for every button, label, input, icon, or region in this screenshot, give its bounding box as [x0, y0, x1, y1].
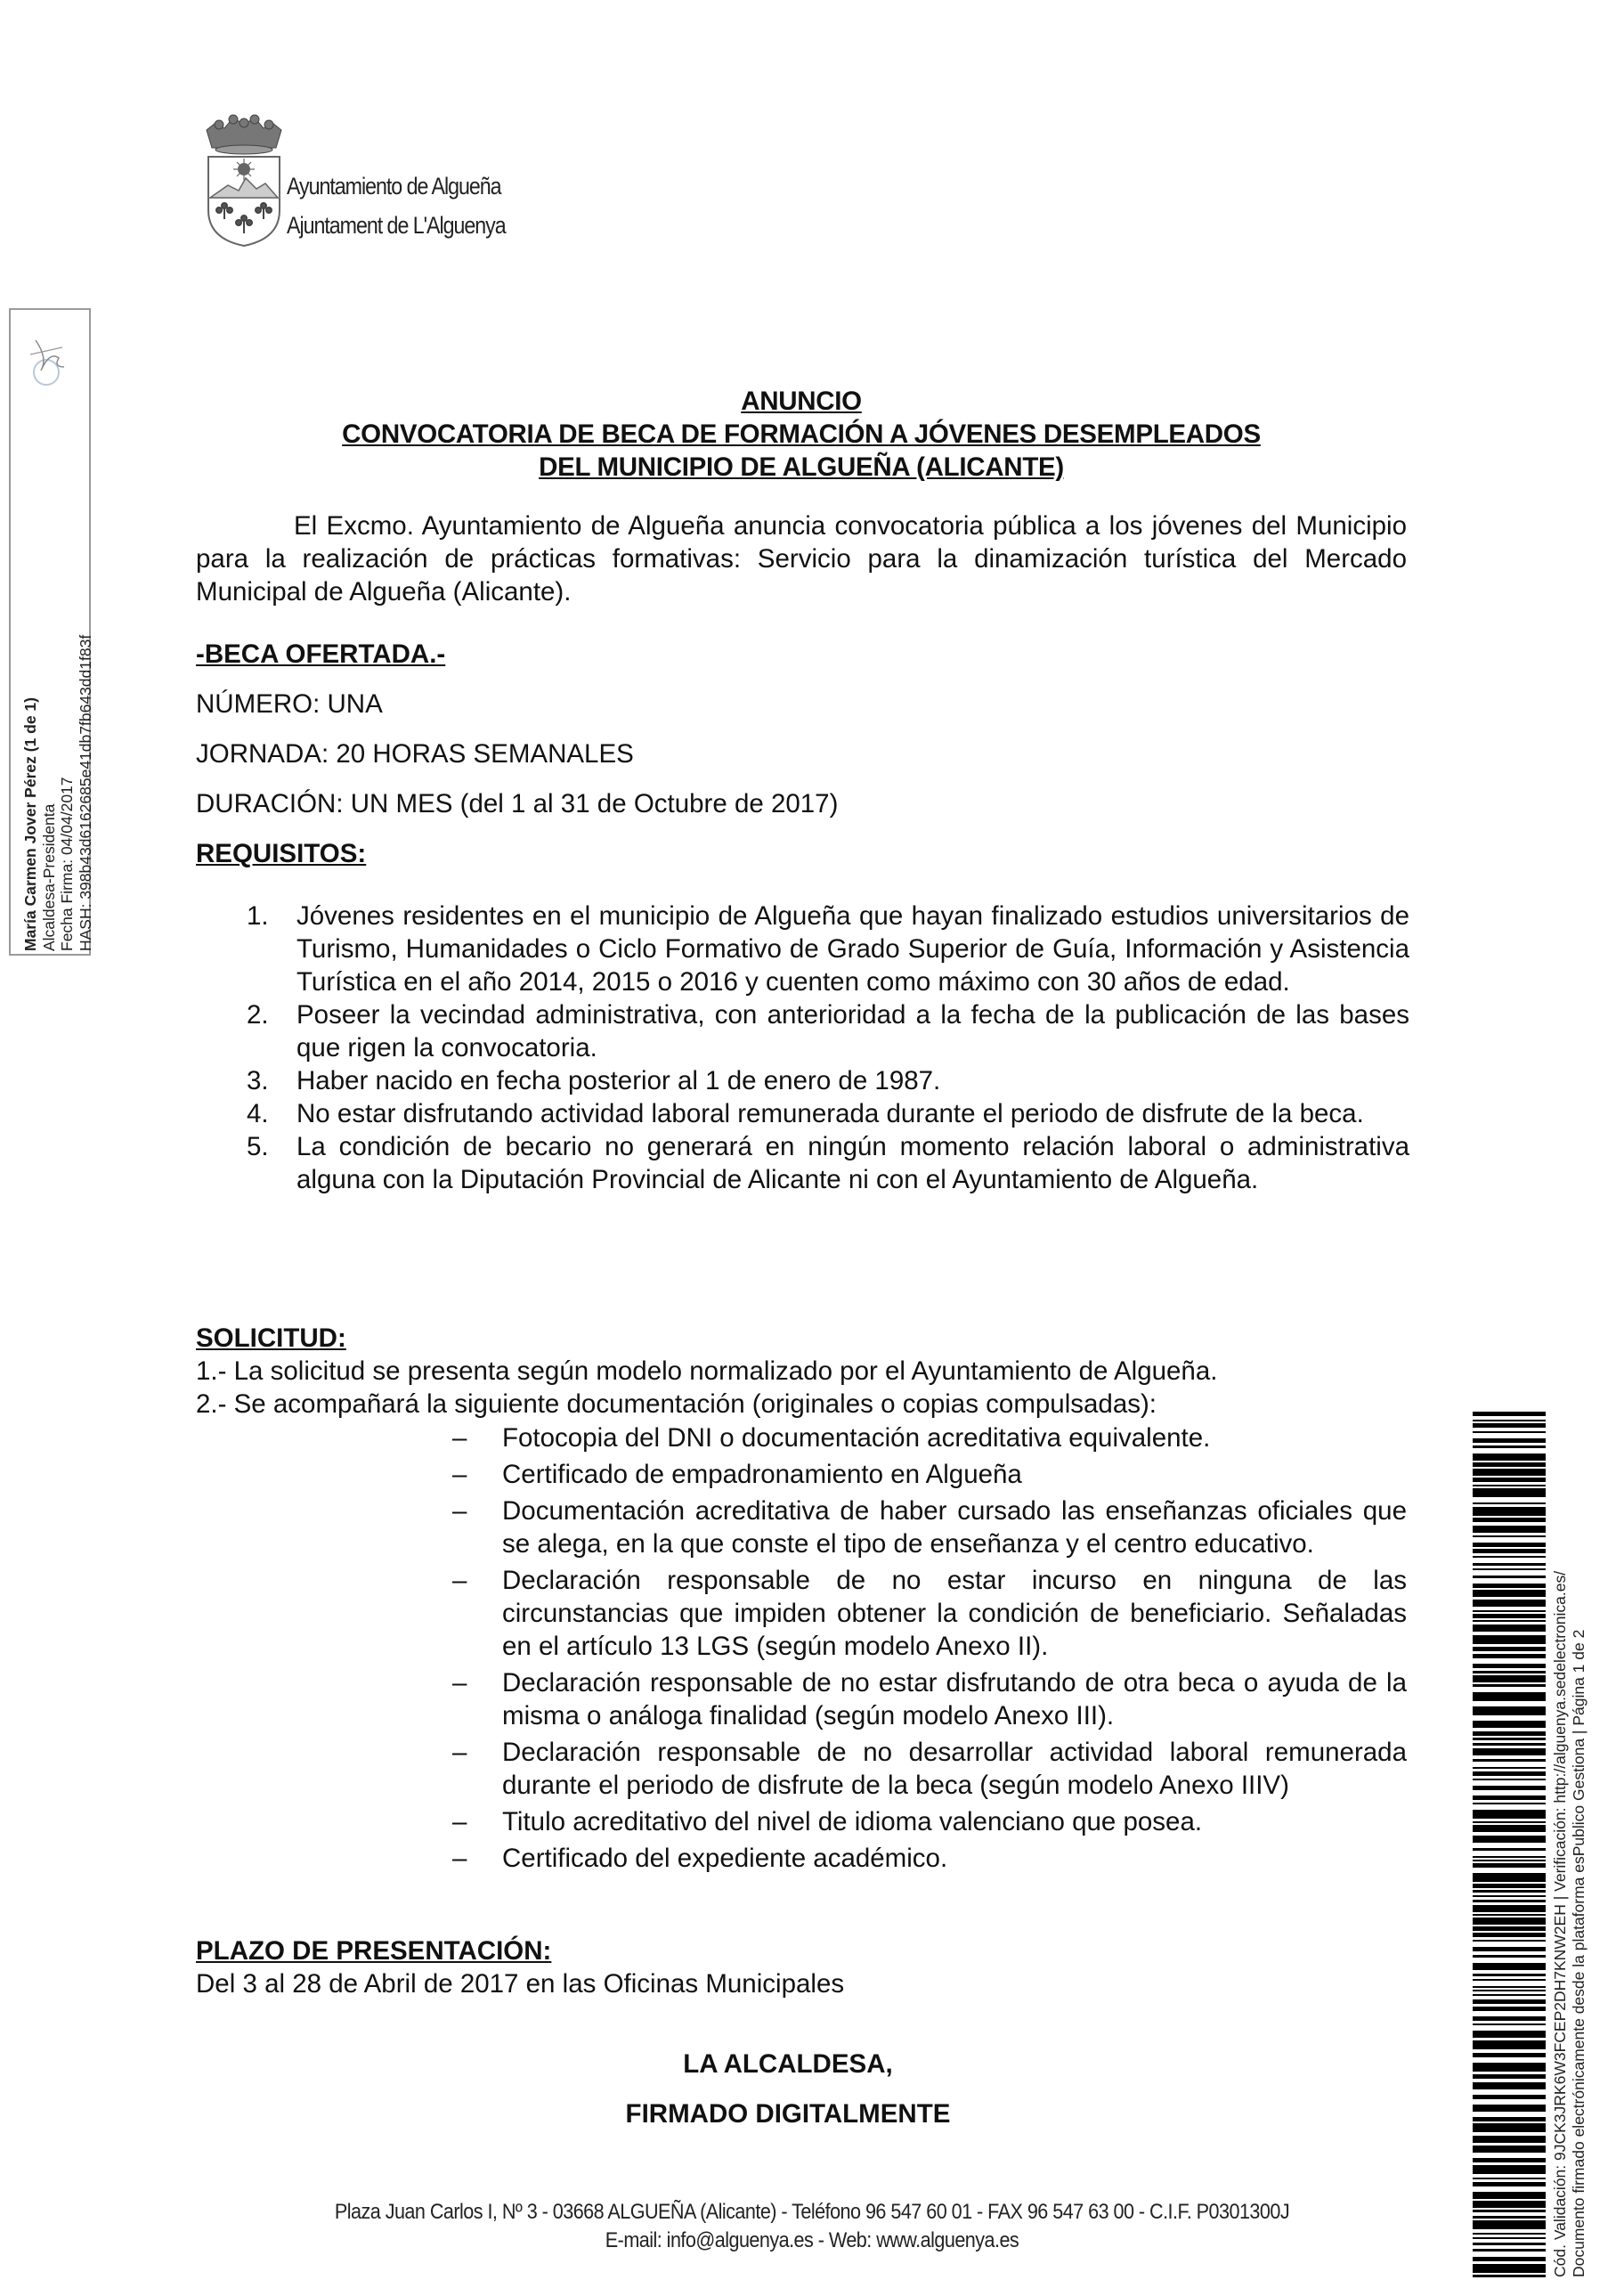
footer-contact: E-mail: info@alguenya.es - Web: www.alguenya.es: [605, 2228, 1019, 2252]
dash-bullet: –: [452, 1496, 467, 1526]
barcode-bar: [1473, 2178, 1546, 2179]
title-municipio: DEL MUNICIPIO DE ALGUEÑA (ALICANTE): [539, 452, 1064, 482]
coat-of-arms-icon: [201, 114, 287, 248]
logo-text-spanish: Ayuntamiento de Algueña: [287, 173, 501, 200]
barcode-bar: [1473, 1584, 1546, 1588]
barcode-bar: [1473, 1620, 1546, 1622]
barcode-bar: [1473, 1890, 1546, 1893]
dash-bullet: –: [452, 1423, 467, 1453]
barcode-bar: [1473, 1863, 1546, 1868]
barcode-bar: [1473, 1485, 1546, 1486]
barcode-bar: [1473, 1963, 1546, 1970]
requisito-number: 2.: [247, 1000, 269, 1030]
signature-hash: HASH: 398b43d6162685e41db7fb643dd1f83f: [76, 634, 94, 951]
barcode-bar: [1473, 1743, 1546, 1746]
barcode-bar: [1473, 1610, 1546, 1612]
barcode-bar: [1473, 1684, 1546, 1687]
barcode-bar: [1473, 1947, 1546, 1951]
barcode-bar: [1473, 1986, 1546, 1988]
barcode-bar: [1473, 1767, 1546, 1769]
firma-digital: FIRMADO DIGITALMENTE: [625, 2099, 951, 2129]
barcode-bar: [1473, 2063, 1546, 2072]
barcode-bar: [1473, 1990, 1546, 1991]
barcode-bar: [1473, 2220, 1546, 2229]
barcode-bar: [1473, 1999, 1546, 2004]
signature-block: [499, 2040, 1077, 2139]
beca-heading: -BECA OFERTADA.-: [196, 639, 446, 669]
barcode-bar: [1473, 1803, 1546, 1804]
documentation-item: [452, 1805, 1407, 1838]
barcode-bar: [1473, 1860, 1546, 1861]
barcode-bar: [1473, 1692, 1546, 1701]
barcode-bar: [1473, 2040, 1546, 2049]
barcode-bar: [1473, 1974, 1546, 1976]
solicitud-line-1: 1.- La solicitud se presenta según modelo normalizado por el Ayuntamiento de Algueña.: [196, 1356, 1218, 1386]
plazo-heading: PLAZO DE PRESENTACIÓN:: [196, 1936, 552, 1966]
barcode-bar: [1473, 2123, 1546, 2132]
title-anuncio: ANUNCIO: [741, 387, 862, 416]
barcode-bar: [1473, 2237, 1546, 2239]
barcode-bar: [1473, 1955, 1546, 1958]
barcode-bar: [1473, 1664, 1546, 1668]
signer-role: Alcaldesa-Presidenta: [39, 803, 58, 951]
barcode-bar: [1473, 1469, 1546, 1476]
intro-paragraph: El Excmo. Ayuntamiento de Algueña anuncia convocatoria pública a los jóvenes del Municipio para la realización de prácticas formativas: Servicio para la dinamización turística del Mercado Municipal de Algueña (Alicante).: [196, 511, 1407, 607]
barcode-bar: [1473, 1445, 1546, 1448]
dash-bullet: –: [452, 1844, 467, 1873]
documentation-text: Certificado del expediente académico.: [502, 1844, 948, 1873]
requisito-text: Poseer la vecindad administrativa, con anterioridad a la fecha de la publicación de las bases que rigen la convocatoria.: [296, 1000, 1409, 1063]
page-footer: [0, 2198, 1624, 2255]
barcode-bar: [1473, 1900, 1546, 1902]
requisito-text: No estar disfrutando actividad laboral remunerada durante el periodo de disfrute de la beca.: [296, 1099, 1364, 1128]
barcode-bar: [1473, 2158, 1546, 2162]
barcode-bar: [1473, 2216, 1546, 2219]
validation-code: Cód. Validación: 9JCK3JRK6W3FCEP2DH7KNW2EH | Verificación: http://alguenya.sedelectronica.es/: [1551, 1570, 1569, 2277]
barcode-bar: [1473, 1759, 1546, 1762]
barcode-bar: [1473, 2031, 1546, 2038]
municipal-logo: [201, 114, 506, 256]
barcode-bar: [1473, 1647, 1546, 1651]
requisito-item: [247, 900, 1409, 998]
requisito-item: [247, 1130, 1409, 1196]
barcode-bar: [1473, 1821, 1546, 1823]
barcode-bar: [1473, 1731, 1546, 1736]
barcode-bar: [1473, 1423, 1546, 1428]
barcode-bar: [1473, 2275, 1546, 2277]
barcode-bar: [1473, 1635, 1546, 1644]
barcode-bar: [1473, 1825, 1546, 1832]
requisito-text: Jóvenes residentes en el municipio de Algueña que hayan finalizado estudios universitarios de Turismo, Humanidades o Ciclo Formativo de Grado Superior de Guía, Información y Asistencia Turística en el año 2014, 2015 o 2016 y cuenten como máximo con 30 años de edad.: [296, 901, 1409, 997]
barcode-bar: [1473, 2201, 1546, 2208]
barcode-bar: [1473, 1675, 1546, 1682]
barcode-bar: [1473, 1654, 1546, 1658]
barcode-bar: [1473, 2095, 1546, 2099]
footer-address: Plaza Juan Carlos I, Nº 3 - 03668 ALGUEÑA (Alicante) - Teléfono 96 547 60 01 - FAX 96 547 63 00 - C.I.F. P0301300J: [334, 2200, 1290, 2224]
requisito-text: La condición de becario no generará en ningún momento relación laboral o administrativa alguna con la Diputación Provincial de Alicante ni con el Ayuntamiento de Algueña.: [296, 1132, 1409, 1194]
barcode-bar: [1473, 2257, 1546, 2261]
documentation-text: Fotocopia del DNI o documentación acreditativa equivalente.: [502, 1423, 1211, 1453]
sign-date: Fecha Firma: 04/04/2017: [58, 777, 76, 951]
barcode-bar: [1473, 1549, 1546, 1553]
barcode-bar: [1473, 1488, 1546, 1497]
barcode-bar: [1473, 1431, 1546, 1433]
barcode-bar: [1473, 1543, 1546, 1547]
title-convocatoria: CONVOCATORIA DE BECA DE FORMACIÓN A JÓVENES DESEMPLEADOS: [342, 419, 1261, 449]
requisito-number: 4.: [247, 1099, 269, 1128]
barcode-bar: [1473, 1535, 1546, 1537]
document-title: [196, 385, 1407, 484]
signer-name: María Carmen Jover Pérez (1 de 1): [21, 697, 39, 951]
barcode-bar: [1473, 2243, 1546, 2245]
barcode-bar: [1473, 1590, 1546, 1597]
barcode-bar: [1473, 1940, 1546, 1942]
barcode-bar: [1473, 2249, 1546, 2252]
barcode-bar: [1473, 1624, 1546, 1632]
barcode-bar: [1473, 1848, 1546, 1851]
requisito-item: [247, 998, 1409, 1064]
documentation-item: [452, 1494, 1407, 1560]
barcode-bar: [1473, 2016, 1546, 2021]
barcode-bar: [1473, 1895, 1546, 1897]
barcode-bar: [1473, 2210, 1546, 2212]
signature-stamp: [9, 308, 94, 956]
dash-bullet: –: [452, 1668, 467, 1698]
requisito-item: [247, 1097, 1409, 1130]
barcode-bar: [1473, 1905, 1546, 1912]
solicitud-heading: SOLICITUD:: [196, 1323, 346, 1353]
barcode-bar: [1473, 1576, 1546, 1578]
barcode-bar: [1473, 1507, 1546, 1516]
barcode-bar: [1473, 1454, 1546, 1461]
documentation-text: Certificado de empadronamiento en Algueña: [502, 1460, 1022, 1489]
barcode-bar: [1473, 1518, 1546, 1522]
dash-bullet: –: [452, 1738, 467, 1767]
barcode-bar: [1473, 2233, 1546, 2235]
barcode-bar: [1473, 1502, 1546, 1504]
barcode-bar: [1473, 2024, 1546, 2025]
beca-numero: NÚMERO: UNA: [196, 689, 383, 719]
barcode-bar: [1473, 1420, 1546, 1421]
barcode-bar: [1473, 1856, 1546, 1858]
plazo-section: [196, 1934, 844, 2000]
requisito-text: Haber nacido en fecha posterior al 1 de enero de 1987.: [296, 1066, 941, 1095]
documentation-item: [452, 1736, 1407, 1802]
requisitos-list: [247, 900, 1409, 1196]
barcode-bar: [1473, 2136, 1546, 2143]
barcode-bar: [1473, 1748, 1546, 1755]
barcode-bar: [1473, 1796, 1546, 1800]
barcode-bar: [1473, 1836, 1546, 1843]
barcode-bar: [1473, 2082, 1546, 2089]
beca-jornada: JORNADA: 20 HORAS SEMANALES: [196, 739, 634, 769]
dash-bullet: –: [452, 1807, 467, 1836]
barcode-icon: [1473, 1412, 1546, 2280]
barcode-bar: [1473, 1526, 1546, 1533]
beca-duracion: DURACIÓN: UN MES (del 1 al 31 de Octubre de 2017): [196, 789, 839, 818]
barcode-bar: [1473, 2264, 1546, 2273]
barcode-bar: [1473, 1873, 1546, 1882]
barcode-bar: [1473, 1926, 1546, 1931]
barcode-bar: [1473, 1478, 1546, 1482]
documentation-item: [452, 1564, 1407, 1663]
documentation-text: Declaración responsable de no desarrollar actividad laboral remunerada durante el periodo de disfrute de la beca (según modelo Anexo IIIV): [502, 1738, 1407, 1800]
barcode-bar: [1473, 2117, 1546, 2121]
firma-alcaldesa: LA ALCALDESA,: [683, 2049, 893, 2079]
barcode-bar: [1473, 2105, 1546, 2112]
documentation-item: [452, 1458, 1407, 1491]
documentation-text: Documentación acreditativa de haber cursado las enseñanzas oficiales que se alega, en la que conste el tipo de enseñanza y el centro educativo.: [502, 1496, 1407, 1559]
barcode-bar: [1473, 2146, 1546, 2153]
documentation-text: Declaración responsable de no estar disfrutando de otra beca o ayuda de la misma o análoga finalidad (según modelo Anexo III).: [502, 1668, 1407, 1730]
barcode-bar: [1473, 1600, 1546, 1607]
dash-bullet: –: [452, 1566, 467, 1595]
documentation-item: [452, 1421, 1407, 1454]
barcode-bar: [1473, 1556, 1546, 1558]
barcode-bar: [1473, 2074, 1546, 2079]
barcode-bar: [1473, 1563, 1546, 1566]
documentation-text: Declaración responsable de no estar incurso en ninguna de las circunstancias que impiden obtener la condición de beneficiario. Señaladas en el artículo 13 LGS (según modelo Anexo II).: [502, 1566, 1407, 1661]
barcode-bar: [1473, 1918, 1546, 1925]
barcode-bar: [1473, 1721, 1546, 1728]
documentation-text: Titulo acreditativo del nivel de idioma valenciano que posea.: [502, 1807, 1203, 1836]
barcode-bar: [1473, 1671, 1546, 1673]
barcode-bar: [1473, 1462, 1546, 1467]
dash-bullet: –: [452, 1460, 467, 1489]
barcode-bar: [1473, 1933, 1546, 1937]
requisito-number: 1.: [247, 901, 269, 931]
barcode-bar: [1473, 2007, 1546, 2011]
barcode-bar: [1473, 1738, 1546, 1740]
barcode-bar: [1473, 1706, 1546, 1715]
barcode-bar: [1473, 1412, 1546, 1416]
solicitud-line-2: 2.- Se acompañará la siguiente documentación (originales o copias compulsadas):: [196, 1389, 1157, 1419]
barcode-bar: [1473, 2053, 1546, 2057]
logo-text-valencian: Ajuntament de L'Alguenya: [287, 212, 506, 239]
documentation-item: [452, 1666, 1407, 1732]
plazo-text: Del 3 al 28 de Abril de 2017 en las Oficinas Municipales: [196, 1969, 845, 1999]
documentation-item: [452, 1842, 1407, 1875]
barcode-bar: [1473, 1979, 1546, 1981]
solicitud-section: [196, 1322, 1425, 1421]
barcode-bar: [1473, 2165, 1546, 2174]
requisito-number: 5.: [247, 1132, 269, 1161]
requisito-item: [247, 1064, 1409, 1097]
barcode-bar: [1473, 1884, 1546, 1888]
requisito-number: 3.: [247, 1066, 269, 1095]
barcode-bar: [1473, 1614, 1546, 1618]
barcode-bar: [1473, 1438, 1546, 1443]
validation-text: [1551, 1387, 1587, 2277]
barcode-bar: [1473, 2192, 1546, 2199]
barcode-bar: [1473, 1568, 1546, 1570]
documentation-list: [452, 1421, 1407, 1875]
barcode-bar: [1473, 1771, 1546, 1776]
requisitos-heading: REQUISITOS:: [196, 839, 367, 868]
barcode-bar: [1473, 1994, 1546, 1996]
signature-details: [21, 328, 94, 951]
barcode-bar: [1473, 1786, 1546, 1790]
barcode-bar: [1473, 1914, 1546, 1916]
barcode-bar: [1473, 1810, 1546, 1819]
validation-platform: Documento firmado electrónicamente desde la plataforma esPublico Gestiona | Página 1 de 2: [1569, 1629, 1587, 2277]
barcode-bar: [1473, 1779, 1546, 1780]
barcode-bar: [1473, 2182, 1546, 2186]
